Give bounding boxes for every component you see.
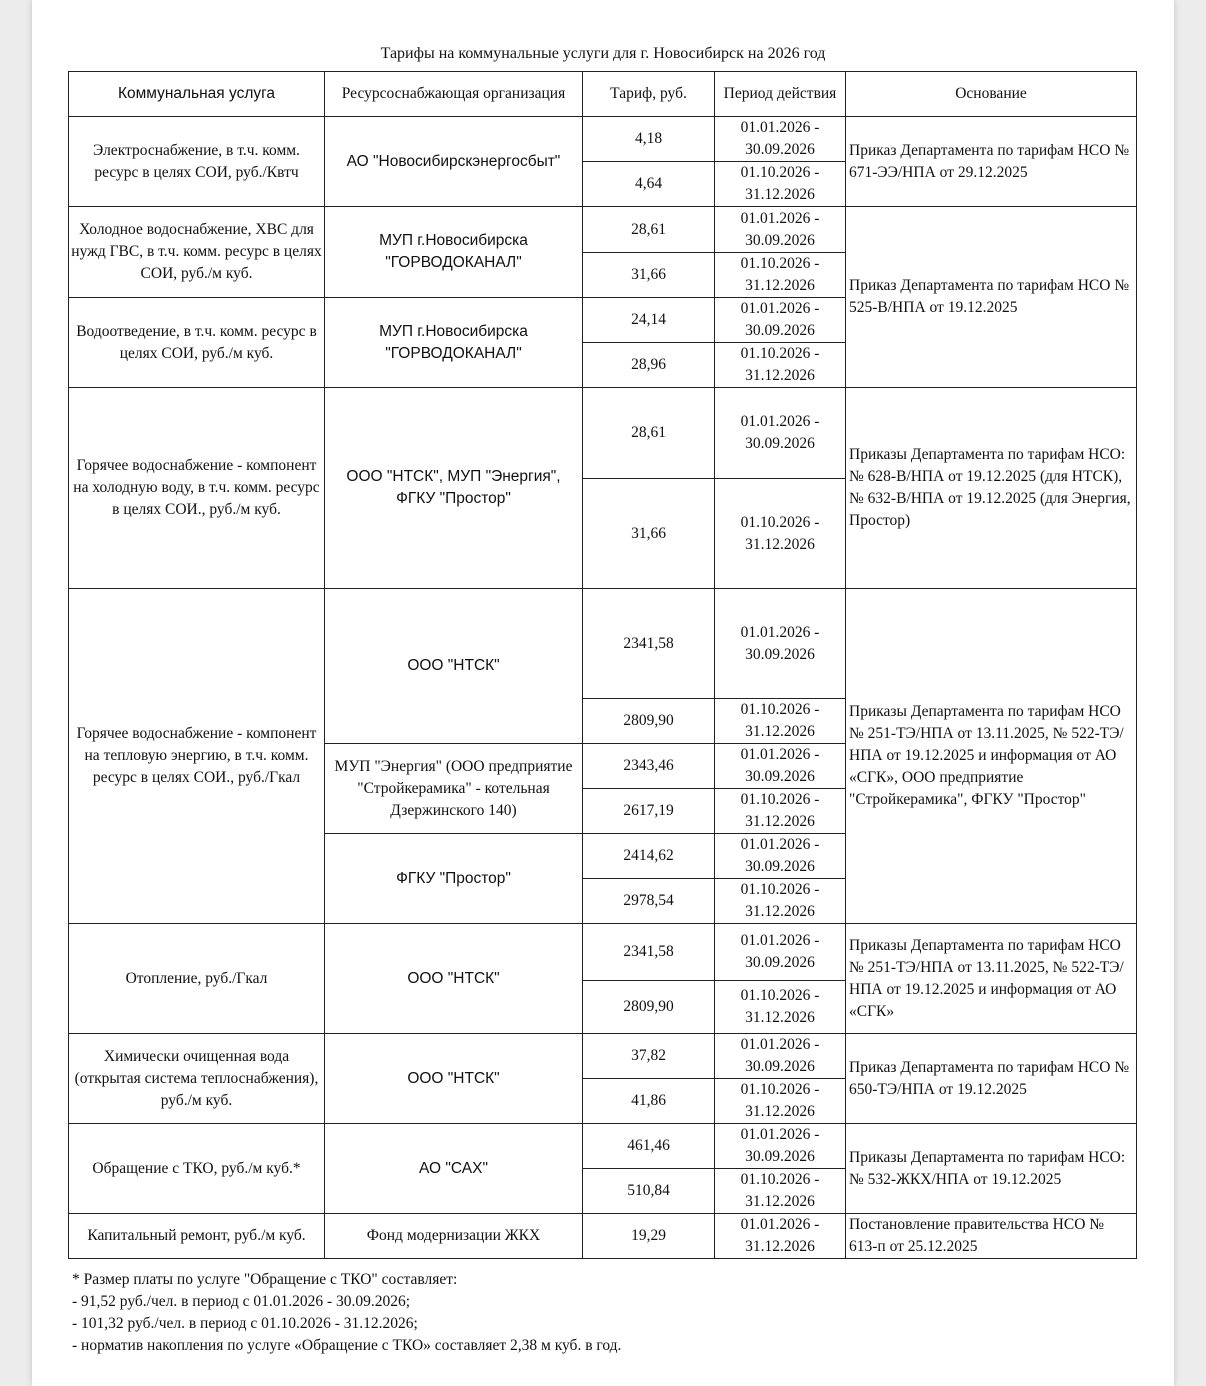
period-cell: 01.01.2026 - 30.09.2026	[715, 589, 846, 699]
footnote	[72, 1269, 621, 1357]
tariff-cell: 4,18	[583, 117, 715, 162]
period-cell: 01.10.2026 - 31.12.2026	[715, 253, 846, 298]
tariff-cell: 19,29	[583, 1214, 715, 1259]
org-cell: ООО "НТСК"	[325, 1034, 583, 1124]
table-row	[69, 117, 1137, 162]
org-cell: ООО "НТСК"	[325, 924, 583, 1034]
org-cell: ООО "НТСК"	[325, 589, 583, 744]
basis-cell: Приказы Департамента по тарифам НСО: № 532-ЖКХ/НПА от 19.12.2025	[846, 1124, 1137, 1214]
table-row	[69, 1124, 1137, 1169]
tariff-cell: 28,61	[583, 207, 715, 253]
tariff-cell: 4,64	[583, 162, 715, 207]
service-cell: Химически очищенная вода (открытая система теплоснабжения), руб./м куб.	[69, 1034, 325, 1124]
header-tariff: Тариф, руб.	[583, 72, 715, 117]
footnote-line: - 91,52 руб./чел. в период с 01.01.2026 - 30.09.2026;	[72, 1293, 411, 1310]
period-cell: 01.01.2026 - 30.09.2026	[715, 924, 846, 981]
org-cell: ООО "НТСК", МУП "Энергия", ФГКУ "Простор"	[325, 388, 583, 589]
tariff-cell: 2341,58	[583, 589, 715, 699]
basis-cell: Приказы Департамента по тарифам НСО № 251-ТЭ/НПА от 13.11.2025, № 522-ТЭ/НПА от 19.12.2025 и информация от АО «СГК»	[846, 924, 1137, 1034]
basis-cell: Приказ Департамента по тарифам НСО № 525-В/НПА от 19.12.2025	[846, 207, 1137, 388]
period-cell: 01.10.2026 - 31.12.2026	[715, 162, 846, 207]
service-cell: Отопление, руб./Гкал	[69, 924, 325, 1034]
tariff-cell: 41,86	[583, 1079, 715, 1124]
tariff-cell: 2414,62	[583, 834, 715, 879]
period-cell: 01.10.2026 - 31.12.2026	[715, 1079, 846, 1124]
table-row	[69, 1034, 1137, 1079]
table-header-row	[69, 72, 1137, 117]
period-cell: 01.10.2026 - 31.12.2026	[715, 343, 846, 388]
period-cell: 01.10.2026 - 31.12.2026	[715, 1169, 846, 1214]
period-cell: 01.01.2026 - 30.09.2026	[715, 388, 846, 479]
tariff-cell: 31,66	[583, 253, 715, 298]
table-row	[69, 207, 1137, 253]
tariff-cell: 28,96	[583, 343, 715, 388]
service-cell: Обращение с ТКО, руб./м куб.*	[69, 1124, 325, 1214]
period-cell: 01.10.2026 - 31.12.2026	[715, 879, 846, 924]
basis-cell: Приказ Департамента по тарифам НСО № 671-ЭЭ/НПА от 29.12.2025	[846, 117, 1137, 207]
period-cell: 01.01.2026 - 30.09.2026	[715, 834, 846, 879]
service-cell: Горячее водоснабжение - компонент на тепловую энергию, в т.ч. комм. ресурс в целях СОИ., руб./Гкал	[69, 589, 325, 924]
org-cell: МУП г.Новосибирска "ГОРВОДОКАНАЛ"	[325, 298, 583, 388]
org-cell: МУП г.Новосибирска "ГОРВОДОКАНАЛ"	[325, 207, 583, 298]
org-cell: АО "Новосибирскэнергосбыт"	[325, 117, 583, 207]
table-row	[69, 1214, 1137, 1259]
header-period: Период действия	[715, 72, 846, 117]
basis-cell: Приказы Департамента по тарифам НСО: № 628-В/НПА от 19.12.2025 (для НТСК), № 632-В/НПА от 19.12.2025 (для Энергия, Простор)	[846, 388, 1137, 589]
service-cell: Электроснабжение, в т.ч. комм. ресурс в целях СОИ, руб./Квтч	[69, 117, 325, 207]
tariff-cell: 510,84	[583, 1169, 715, 1214]
tariff-cell: 461,46	[583, 1124, 715, 1169]
table-row	[69, 589, 1137, 699]
tariff-cell: 2341,58	[583, 924, 715, 981]
period-cell: 01.01.2026 - 30.09.2026	[715, 1124, 846, 1169]
footnote-line: - 101,32 руб./чел. в период с 01.10.2026 - 31.12.2026;	[72, 1315, 418, 1332]
page-title: Тарифы на коммунальные услуги для г. Новосибирск на 2026 год	[380, 45, 826, 62]
period-cell: 01.01.2026 - 30.09.2026	[715, 1034, 846, 1079]
header-org: Ресурсоснабжающая организация	[325, 72, 583, 117]
period-cell: 01.10.2026 - 31.12.2026	[715, 789, 846, 834]
footnote-line: - норматив накопления по услуге «Обращение с ТКО» составляет 2,38 м куб. в год.	[72, 1337, 622, 1354]
tariff-cell: 2617,19	[583, 789, 715, 834]
period-cell: 01.01.2026 - 30.09.2026	[715, 207, 846, 253]
org-cell: АО "САХ"	[325, 1124, 583, 1214]
period-cell: 01.01.2026 - 30.09.2026	[715, 744, 846, 789]
header-basis: Основание	[846, 72, 1137, 117]
service-cell: Капитальный ремонт, руб./м куб.	[69, 1214, 325, 1259]
footnote-line: * Размер платы по услуге "Обращение с ТКО" составляет:	[72, 1271, 458, 1288]
tariff-cell: 2809,90	[583, 699, 715, 744]
period-cell: 01.01.2026 - 30.09.2026	[715, 298, 846, 343]
table-row	[69, 388, 1137, 479]
tariff-cell: 31,66	[583, 479, 715, 589]
service-cell: Водоотведение, в т.ч. комм. ресурс в целях СОИ, руб./м куб.	[69, 298, 325, 388]
basis-cell: Приказ Департамента по тарифам НСО № 650-ТЭ/НПА от 19.12.2025	[846, 1034, 1137, 1124]
tariff-cell: 28,61	[583, 388, 715, 479]
period-cell: 01.10.2026 - 31.12.2026	[715, 981, 846, 1034]
service-cell: Горячее водоснабжение - компонент на холодную воду, в т.ч. комм. ресурс в целях СОИ., руб./м куб.	[69, 388, 325, 589]
tariff-cell: 24,14	[583, 298, 715, 343]
period-cell: 01.01.2026 - 31.12.2026	[715, 1214, 846, 1259]
basis-cell: Постановление правительства НСО № 613-п от 25.12.2025	[846, 1214, 1137, 1259]
table-row	[69, 924, 1137, 981]
tariff-cell: 2809,90	[583, 981, 715, 1034]
tariff-cell: 2343,46	[583, 744, 715, 789]
service-cell: Холодное водоснабжение, ХВС для нужд ГВС, в т.ч. комм. ресурс в целях СОИ, руб./м куб.	[69, 207, 325, 298]
org-cell: МУП "Энергия" (ООО предприятие "Стройкерамика" - котельная Дзержинского 140)	[325, 744, 583, 834]
org-cell: Фонд модернизации ЖКХ	[325, 1214, 583, 1259]
tariff-cell: 37,82	[583, 1034, 715, 1079]
tariffs-table	[68, 71, 1137, 1259]
period-cell: 01.01.2026 - 30.09.2026	[715, 117, 846, 162]
header-service: Коммунальная услуга	[69, 72, 325, 117]
period-cell: 01.10.2026 - 31.12.2026	[715, 699, 846, 744]
period-cell: 01.10.2026 - 31.12.2026	[715, 479, 846, 589]
basis-cell: Приказы Департамента по тарифам НСО № 251-ТЭ/НПА от 13.11.2025, № 522-ТЭ/НПА от 19.12.2025 и информация от АО «СГК», ООО предприятие "Стройкерамика", ФГКУ "Простор"	[846, 589, 1137, 924]
org-cell: ФГКУ "Простор"	[325, 834, 583, 924]
tariff-cell: 2978,54	[583, 879, 715, 924]
